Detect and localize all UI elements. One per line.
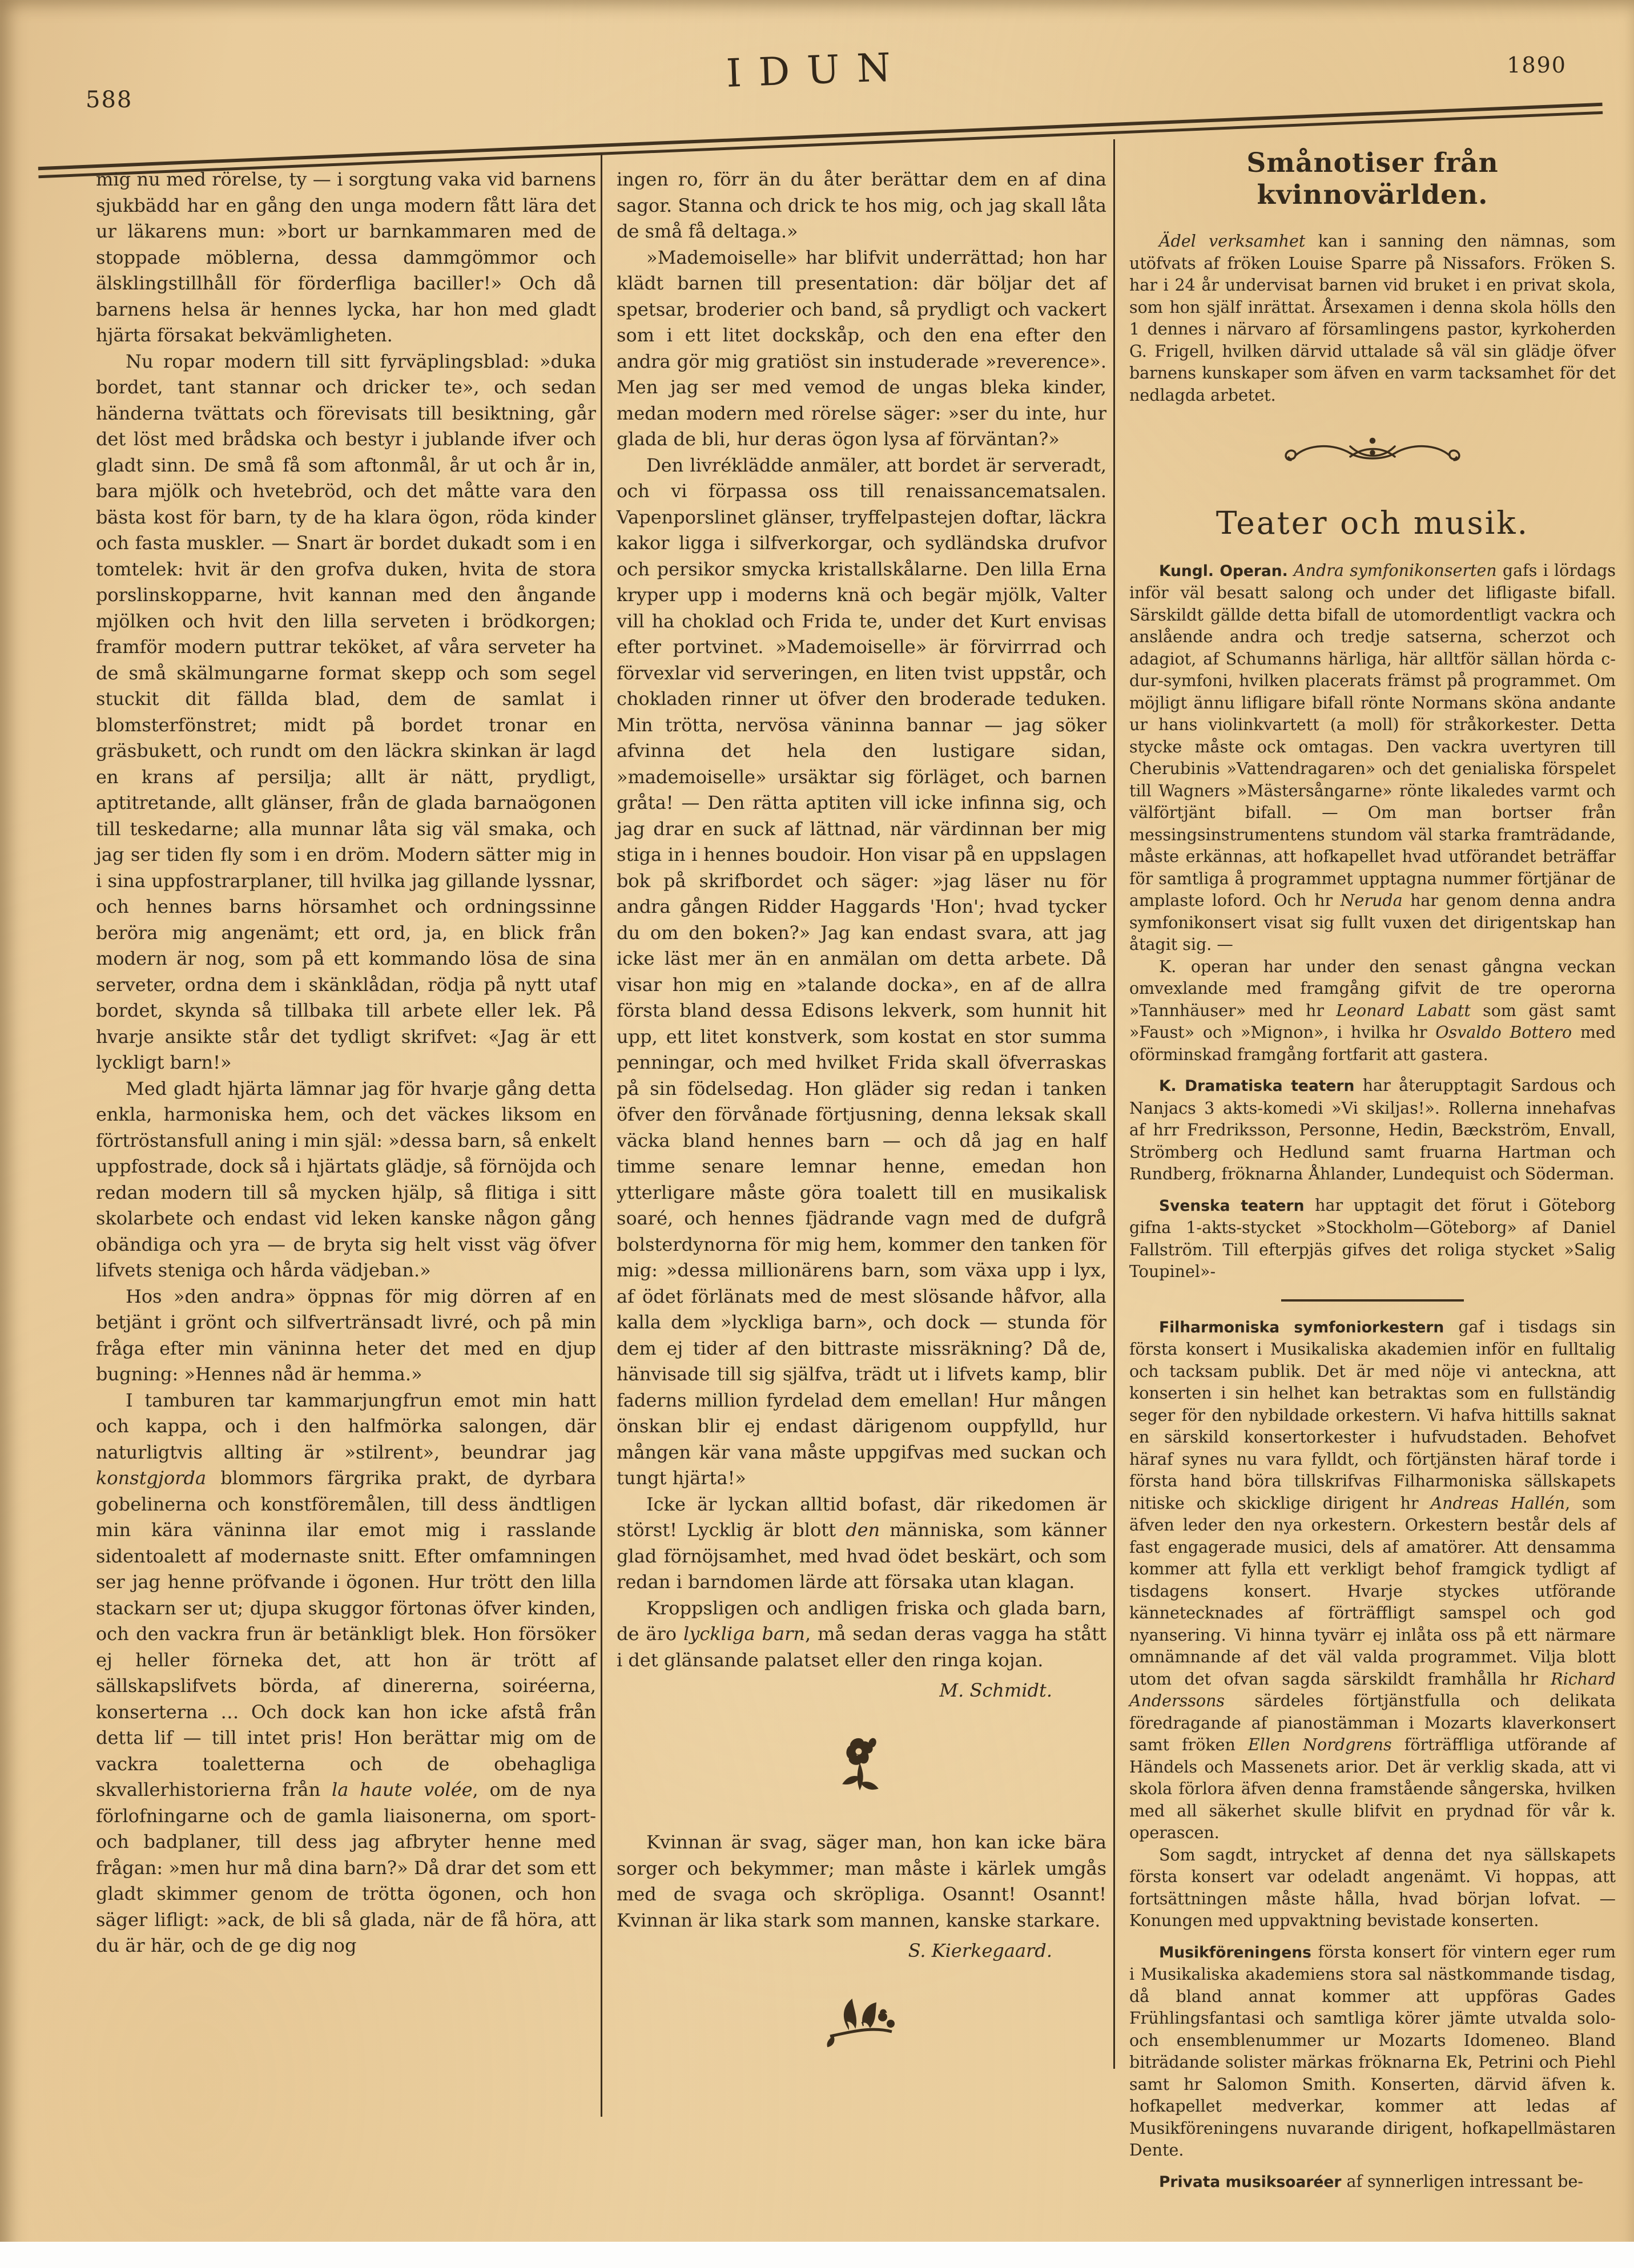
paragraph [1129,2171,1616,2194]
scan-edge [0,2242,1634,2268]
text-run: blommors färgrika prakt, de dyrbara gobelinerna och konstföremålen, till dess ändtligen min kära väninna ilar emot mig i rasslande sidentoalett af modernaste snitt. Efter omfamningen ser jag henne pröfvande i ögonen. Hur trött den lilla stackarn ser ut; djupa skuggor förtonas öfver kinden, och den vackra frun är betänkligt blek. Hon försöker ej heller förneka det, att hon är trött af sällskapslifvets börda, af dinererna, soiréerna, konserterna … Och dock kan hon icke afstå från detta lif — till intet pris! Hon berättar mig om de vackra toaletterna och de obehagliga skvallerhistorierna från [96,1467,596,1800]
text-run: Richard Anderssons [1129,1669,1616,1710]
text-run: ingen ro, förr än du åter berättar dem en af dina sagor. Stanna och drick te hos mig, och jag skall låta de små få deltaga.» [617,168,1106,242]
text-run: , må sedan deras vagga ha stått i det glänsande palatset eller den ringa kojan. [617,1623,1107,1671]
paragraph [96,1388,596,1959]
text-run: Leonard Labatt [1336,1001,1471,1020]
text-run: Ädel verksamhet [1159,232,1306,251]
text-run: Som sagdt, intrycket af denna det nya sällskapets första konsert var odeladt angenämt. Vi hoppas, att fortsättningen måste hålla, hvad början lofvat. — Konungen med uppvaktning bevistade konserten. [1129,1845,1616,1930]
text-run: Med gladt hjärta lämnar jag för hvarje gång detta enkla, harmoniska hem, och det väckes liksom en förtröstansfull aning i min själ: »dessa barn, så enkelt uppfostrade, dock så i hjärtats glädje, så förnöjda och redan modern till så mycken hjälp, så flitiga i sitt skolarbete och endast vid leken kanske någon gång obändiga och yra — de bryta sig helt visst väg öfver lifvets steniga och hårda vädjeban.» [96,1077,596,1281]
text-run: , om de nya förlofningarne och de gamla liaisonerna, om sport- och badplaner, till dess jag afbryter henne med frågan: »men hur må dina barn?» Då drar det som ett gladt skimmer genom de trötta ögonen, och hon säger lifligt: »ack, de bli så glada, när de få höra, att du är här, och de ge dig nog [96,1779,597,1956]
paragraph [1129,1844,1616,1932]
text-run: »Mademoiselle» har blifvit underrättad; hon har klädt barnen till presentation: där böljar det af spetsar, broderier och band, så prydligt och vackert som i ett litet dockskåp, och den ena efter den andra gör mig gratiöst sin instuderade »reverence». Men jag ser med vemod de ungas bleka kinder, medan modern med rörelse säger: »ser du inte, hur glada de bli, hur deras ögon lysa af förväntan?» [617,246,1106,450]
text-run: la haute volée [332,1779,473,1800]
text-run: Andra symfonikonserten [1294,561,1497,580]
text-run [1288,561,1294,580]
text-run: mig nu med rörelse, ty — i sorgtung vaka vid barnens sjukbädd har en gång den unga modern fått lära det ur läkarens mun: »bort ur barnkammaren med de stoppade möblerna, dessa dammgömmor och älsklingstillhåll för förderfliga baciller!» Och då barnens helsa är hennes lycka, har hon med gladt hjärta försakat bekvämligheten. [96,168,596,346]
section-heading: Smånotiser från kvinnovärlden. [1246,147,1499,211]
text-run: Neruda [1340,891,1403,910]
author-signature: M. Schmidt. [939,1679,1052,1701]
text-run: har återupptagit Sardous och Nanjacs 3 akts-komedi »Vi skiljas!». Rollerna innehafvas af hrr Fredriksson, Personne, Hedin, Bæckström, Envall, Strömberg och Hedlund samt fruarna Hartman och Rundberg, fröknarna Åhlander, Lundequist och Söderman. [1129,1076,1616,1183]
text-run: Den livréklädde anmäler, att bordet är serveradt, och vi förpassa oss till renaissancematsalen. Vapenporslinet glänser, tryffelpastejen doftar, läckra kakor ligga i silfverkorgar, och sydländska drufvor och persikor smycka kristallskålarne. Den lilla Erna kryper upp i moderns knä och begär mjölk, Valter vill ha choklad och Frida te, under det Kurt envisas efter portvinet. »Mademoiselle» är förvirrrad och förvexlar vid serveringen, en liten tvist uppstår, och chokladen rinner ut öfver den broderade teduken. Min trötta, nervösa väninna bannar — jag söker afvinna det hela den lustigare sidan, »mademoiselle» ursäktar sig förläget, och barnen gråta! — Den rätta aptiten vill icke infinna sig, och jag drar en suck af lättnad, när värdinnan ber mig stiga in i hennes boudoir. Hon visar på en uppslagen bok på skrifbordet och säger: »jag läser nu för andra gången Ridder Haggards 'Hon'; hvad tycker du om den boken?» Jag kan endast svara, att jag icke läst mer än en anmälan om detta arbete. Då visar hon mig en »talande docka», en af de allra första bland dessa Edisons lekverk, som hunnit hit upp, ett litet konstverk, som kostat en stor summa penningar, och med hvilket Frida skall öfverraskas på sin födelsedag. Hon gläder sig redan i tanken öfver den förvånade förtjusning, denna leksak skall väcka bland hennes barn — och då jag en half timme senare lemnar henne, emedan hon ytterligare måste göra toalett till en musikalisk soaré, och hennes fjädrande vagn med de dufgrå bolsterdynorna för mig hem, kommer den tanken för mig: »dessa millionärens barn, som växa upp i lyx, af ödet förlänats med de mest slösande håfvor, alla kalla dem »lyckliga barn», och dock — stunda för dem ej tider af den bittraste missräkning? Då de, hänvisade till sig själfva, trädt ut i lifvets kamp, blir faderns million fyrdelad dem emellan! Hur mången önskan blir ej endast därigenom ouppfylld, hur mången kär vana måste uppgifvas med suckan och tungt hjärta!» [617,454,1106,1489]
text-run: som gäst samt »Faust» och »Mignon», i hvilka hr [1129,1001,1616,1042]
paragraph [617,1492,1106,1596]
flourish-divider-ornament [1129,434,1616,482]
paragraph [617,1830,1106,1933]
paragraph [96,1284,596,1388]
text-run: lyckliga barn [683,1623,806,1645]
text-run: gaf i tisdags sin första konsert i Musikaliska akademien inför en fulltalig och tacksam publik. Det är med nöje vi anteckna, att konserten i sin helhet kan betraktas som en fullständig seger för den nybildade orkestern. Vi hafva hittills saknat en särskild konsertorkester i hufvudstaden. Behofvet häraf synes nu vara fylldt, och förtjänsten häraf torde i första hand böra tillskrifvas Filharmoniska sällskapets nitiske och skicklige dirigent hr [1129,1317,1616,1513]
text-run: har upptagit det förut i Göteborg gifna 1-akts-stycket »Stockholm—Göteborg» af Daniel Fallström. Till efterpjäs gifves det roliga stycket »Salig Toupinel»- [1129,1195,1616,1281]
leaf-sprig-ornament [617,1992,1106,2062]
notice-lead: Kungl. Operan. [1159,562,1288,580]
issue-year: 1890 [1507,53,1567,78]
text-run: K. operan har under den senast gångna veckan omvexlande med framgång gifvit de tre operorna »Tannhäuser» med hr [1129,957,1616,1020]
column-divider-left [601,153,602,2117]
notice-lead: Filharmoniska symfoniorkestern [1159,1318,1444,1336]
paragraph [1129,560,1616,956]
paragraph [617,453,1106,1492]
paragraph [96,1076,596,1284]
text-run: Ellen Nordgrens [1247,1735,1392,1754]
text-run: Hos »den andra» öppnas för mig dörren af en betjänt i grönt och silfvertränsadt livré, och på min fråga efter min väninna heter det med en djup bugning: »Hennes nåd är hemma.» [96,1285,596,1385]
flower-ornament [617,1731,1106,1807]
text-run: människa, som känner glad förnöjsamhet, med hvad ödet beskärt, och som redan i barndomen lärde att försaka utan klagan. [617,1519,1107,1593]
author-signature: S. Kierkegaard. [908,1940,1052,1961]
notice-lead: Musikföreningens [1159,1943,1311,1961]
text-run: den [846,1519,880,1541]
notice-lead: Privata musiksoaréer [1159,2173,1342,2191]
text-run: förträffliga utförande af Händels och Massenets arior. Det är verklig skada, att vi skola förlora äfven denna framstående sångerska, hvilken med all säkerhet skulle blifvit en prydnad för vår k. operascen. [1129,1735,1616,1842]
notice-lead: K. Dramatiska teatern [1159,1077,1355,1095]
text-run: Icke är lyckan alltid bofast, där rikedomen är störst! Lycklig är blott [617,1493,1106,1541]
paragraph [1129,1316,1616,1844]
text-run: första konsert för vintern eger rum i Musikaliska akademiens stora sal nästkommande tisdag, då bland annat kommer att uppföras Gades Frühlingsfantasi och samtliga körer jämte utvalda solo- och ensemblenummer ur Mozarts Idomeneo. Bland biträdande solister märkas fröknarna Ek, Petrini och Piehl samt hr Salomon Smith. Konserten, därvid äfven k. hofkapellet medverkar, kommer att ledas af Musikföreningens nuvarande dirigent, hofkapellmästaren Dente. [1129,1942,1616,2160]
notice-lead: Svenska teatern [1159,1197,1305,1215]
text-run: Andreas Hallén [1430,1493,1565,1513]
text-run: konstgjorda [96,1467,207,1489]
paragraph [1129,1941,1616,2162]
text-run: kan i sanning den nämnas, som utöfvats af fröken Louise Sparre på Nissafors. Fröken S. har i 24 år undervisat barnen vid bruket i en privat skola, som hon själf inrättat. Årsexamen i denna skola hölls den 1 dennes i närvaro af församlingens pastor, kyrkoherden G. Frigell, hvilken därvid uttalade så väl sin glädje öfver barnens kunskaper som äfven en varm tacksamhet för det nedlagda arbetet. [1129,232,1616,405]
paragraph [1129,1195,1616,1283]
text-run: har genom denna andra symfonikonsert visat sig fullt vuxen det dirigentskap han åtagit sig. — [1129,891,1616,954]
text-run: Nu ropar modern till sitt fyrväplingsblad: »duka bordet, tant stannar och dricker te», och sedan händerna tvättats och förevisats till besiktning, går det löst med brådska och bestyr i jublande ifver och gladt sinn. De små få som aftonmål, år ut och år in, bara mjölk och hvetebröd, och det måtte vara den bästa kost för barn, ty de ha klara ögon, röda kinder och fasta muskler. — Snart är bordet dukadt som i en tomtelek: hvit är den grofva duken, hvita de stora porslinskopparne, hvit kannan med den ångande mjölken och hvit den lilla serveten i brödkorgen; framför modern puttrar teköket, af våra serveter ha de små skälmungarne format skepp och som segel stuckit dit fällda blad, dem de samlat i blomsterfönstret; midt på bordet tronar en gräsbukett, och rundt om den läckra skinkan är lagd en krans af persilja; allt är nätt, prydligt, aptitretande, allt glänser, från de glada barnaögonen till teskedarne; alla munnar låta sig väl smaka, och jag ser tiden fly som i en dröm. Modern sätter mig in i sina uppfostrarplaner, till hvilka jag gillande lyssnar, och hennes barns hörsamhet och ordningssinne beröra mig angenämt; ett ord, ja, en blick från modern är nog, som på ett kommando lösa de sina serveter, ordna dem i skänklådan, rödja på nytt utaf bordet, skynda så tillbaka till arbete eller lek. På hvarje ansikte står det tydligt skrifvet: «Jag är ett lyckligt barn!» [96,350,596,1073]
text-run: Osvaldo Bottero [1435,1023,1572,1042]
text-run: Kvinnan är svag, säger man, hon kan icke bära sorger och bekymmer; man måste i kärlek umgås med de svaga och skröpliga. Osannt! Osannt! Kvinnan är lika stark som mannen, kanske starkare. [617,1831,1106,1931]
text-run: , som äfven leder den nya orkestern. Orkestern består dels af fast engagerade musici, dels af amatörer. Att densamma kommer att fylla ett verkligt behof framgick tydligt af tisdagens konsert. Hvarje styckes utförande kännetecknades af förträffligt samspel och god nyansering. Vi hinna tyvärr ej inlåta oss på ett närmare omnämnande af det väl valda programmet. Vilja blott utom det ofvan sagda särskildt framhålla hr [1129,1493,1616,1689]
paragraph [1129,231,1616,406]
page-number: 588 [86,87,133,113]
paragraph [617,167,1106,245]
paragraph [617,1596,1106,1674]
text-run: Kroppsligen och andligen friska och glada barn, de äro [617,1597,1106,1645]
text-run: med oförminskad framgång fortfarit att gastera. [1129,1023,1616,1064]
paragraph [96,349,596,1076]
text-run: I tamburen tar kammarjungfrun emot min hatt och kappa, och i den halfmörka salongen, där naturligtvis allting är »stilrent», beundrar jag [96,1389,596,1463]
text-run: af synnerligen intressant be- [1341,2172,1584,2191]
paragraph [617,245,1106,453]
feuilleton-column-2 [617,167,1106,2084]
masthead-title: IDUN [725,45,909,96]
paragraph [1129,956,1616,1066]
text-run: gafs i lördags inför väl besatt salong och under det lifligaste bifall. Särskildt gällde detta bifall de utomordentligt vackra och anslående andra och tredje satserna, scherzot och adagiot, af Schumanns härliga, här alltför sällan hörda c-dur-symfoni, hvilken placerats främst på programmet. Om möjligt ännu lifligare bifall rönte Normans sköna andante ur hans violinkvartett (a moll) för stråkorkester. Detta stycke måste ock omtagas. Den vackra uvertyren till Cherubinis »Vattendragaren» och det genialiska förspelet till Wagners »Mästersångarne» rönte likaledes varmt och välförtjänt bifall. — Om man bortser från messingsinstrumentens stundom väl starka framträdande, måste erkännas, att hofkapellet hvad utförandet beträffar för samtliga å programmet upptagna nummer förtjänar de amplaste loford. Och hr [1129,561,1616,910]
notices-column [1129,147,1616,2193]
section-heading: Teater och musik. [1216,504,1530,541]
text-run: särdeles förtjänstfulla och delikata föredragande af pianostämman i Mozarts klaverkonsert samt fröken [1129,1691,1616,1754]
divider-rule [1281,1299,1464,1302]
column-divider-right [1113,139,1115,2069]
paragraph [1129,1075,1616,1186]
paragraph [96,167,596,349]
feuilleton-column-1 [96,167,596,1959]
